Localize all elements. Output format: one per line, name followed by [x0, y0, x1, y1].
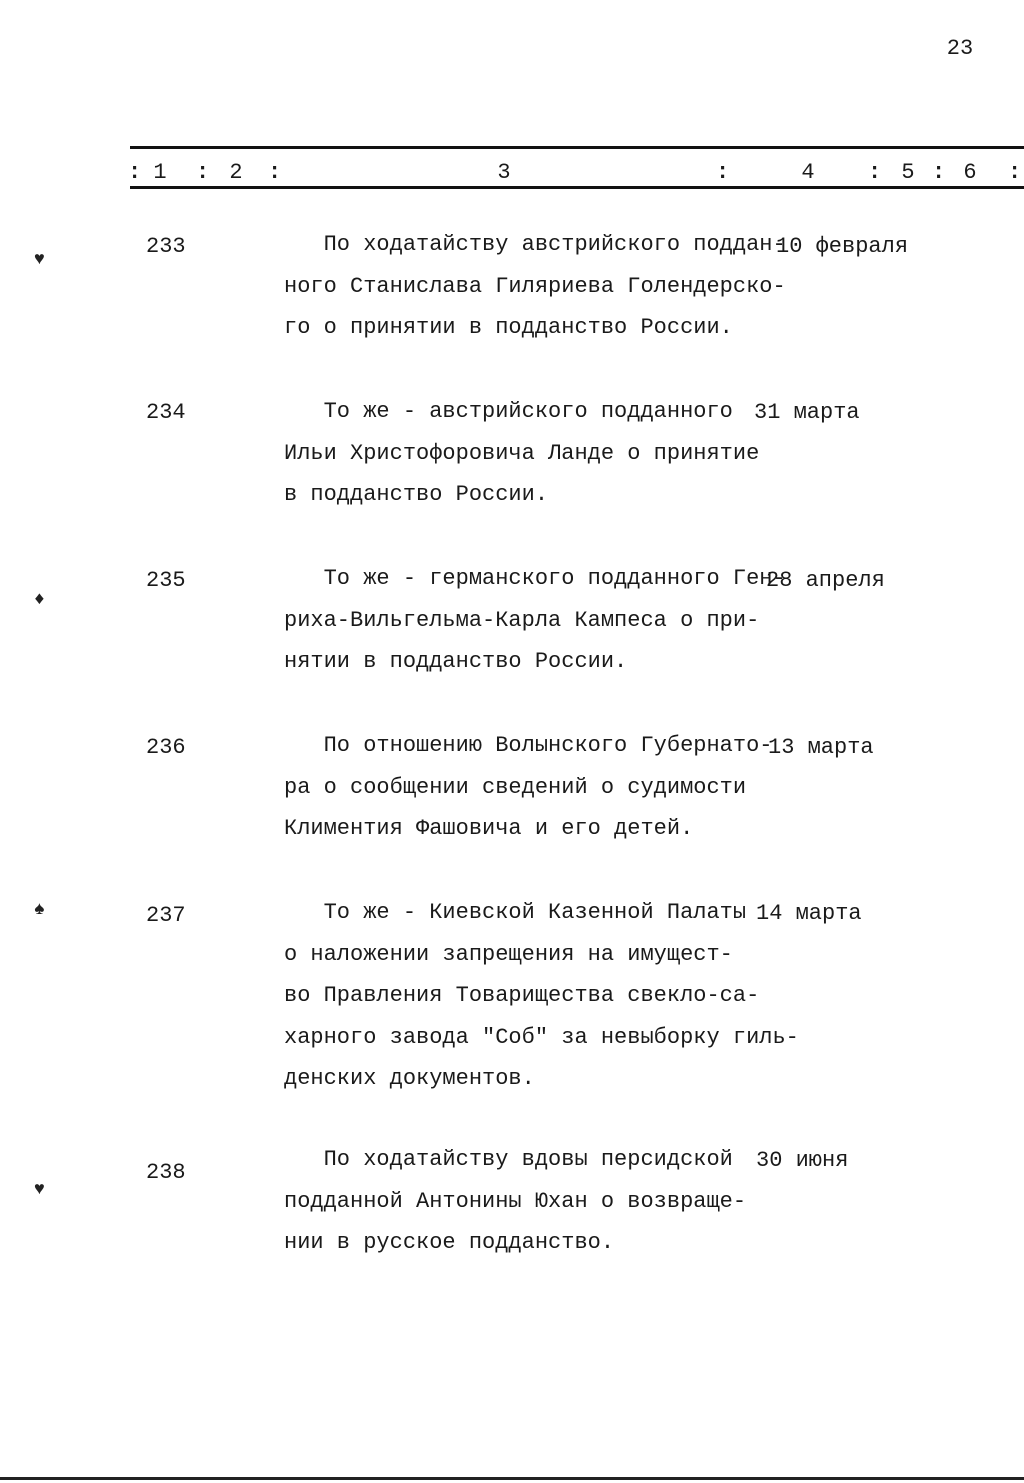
entry-description: По ходатайству вдовы персидской подданной Антонины Юхан о возвраще- нии в русское подданство.: [284, 1147, 747, 1255]
entry-date: 30 июня: [756, 1148, 849, 1173]
page-number: 23: [946, 36, 974, 61]
header-rule-bottom: [130, 186, 1024, 189]
column-separator: :: [932, 160, 946, 185]
entry-date: 13 марта: [768, 735, 874, 760]
entry-number: 237: [146, 903, 186, 928]
column-header-3: 3: [497, 160, 511, 185]
column-separator: :: [268, 160, 282, 185]
entry-number: 238: [146, 1160, 186, 1185]
column-header-5: 5: [901, 160, 915, 185]
entry-number: 235: [146, 568, 186, 593]
entry-description: То же - Киевской Казенной Палаты о наложении запрещения на имущест- во Правления Товарищества свекло-са- харного завода "Соб" за невыборку гиль- денских документов.: [284, 900, 799, 1091]
column-header-1: 1: [153, 160, 167, 185]
column-separator: :: [868, 160, 882, 185]
entry-date: 28 апреля: [766, 568, 885, 593]
margin-mark-icon: ♥: [34, 250, 45, 270]
entry-number: 234: [146, 400, 186, 425]
column-header-2: 2: [229, 160, 243, 185]
header-rule-top: [130, 146, 1024, 149]
entry-description: То же - австрийского подданного Ильи Христофоровича Ланде о принятие в подданство России.: [284, 399, 760, 507]
entry-description: То же - германского подданного Ген- риха-Вильгельма-Карла Кампеса о при- нятии в подданство России.: [284, 566, 786, 674]
scan-edge-line: [0, 1477, 1024, 1480]
column-separator: :: [128, 160, 142, 185]
margin-mark-icon: ♠: [34, 900, 45, 920]
column-separator: :: [716, 160, 730, 185]
entry-number: 233: [146, 234, 186, 259]
entry-date: 10 февраля: [776, 234, 909, 259]
margin-mark-icon: ♦: [34, 590, 45, 610]
column-separator: :: [196, 160, 210, 185]
entry-date: 31 марта: [754, 400, 860, 425]
entry-description: По отношению Волынского Губернато- ра о сообщении сведений о судимости Климентия Фашовича и его детей.: [284, 733, 773, 841]
entry-date: 14 марта: [756, 901, 862, 926]
entry-number: 236: [146, 735, 186, 760]
entry-description: По ходатайству австрийского поддан- ного Станислава Гиляриева Голендерско- го о принятии в подданство России.: [284, 232, 786, 340]
column-header-4: 4: [801, 160, 815, 185]
margin-mark-icon: ♥: [34, 1180, 45, 1200]
column-header-6: 6: [963, 160, 977, 185]
column-separator: :: [1008, 160, 1022, 185]
